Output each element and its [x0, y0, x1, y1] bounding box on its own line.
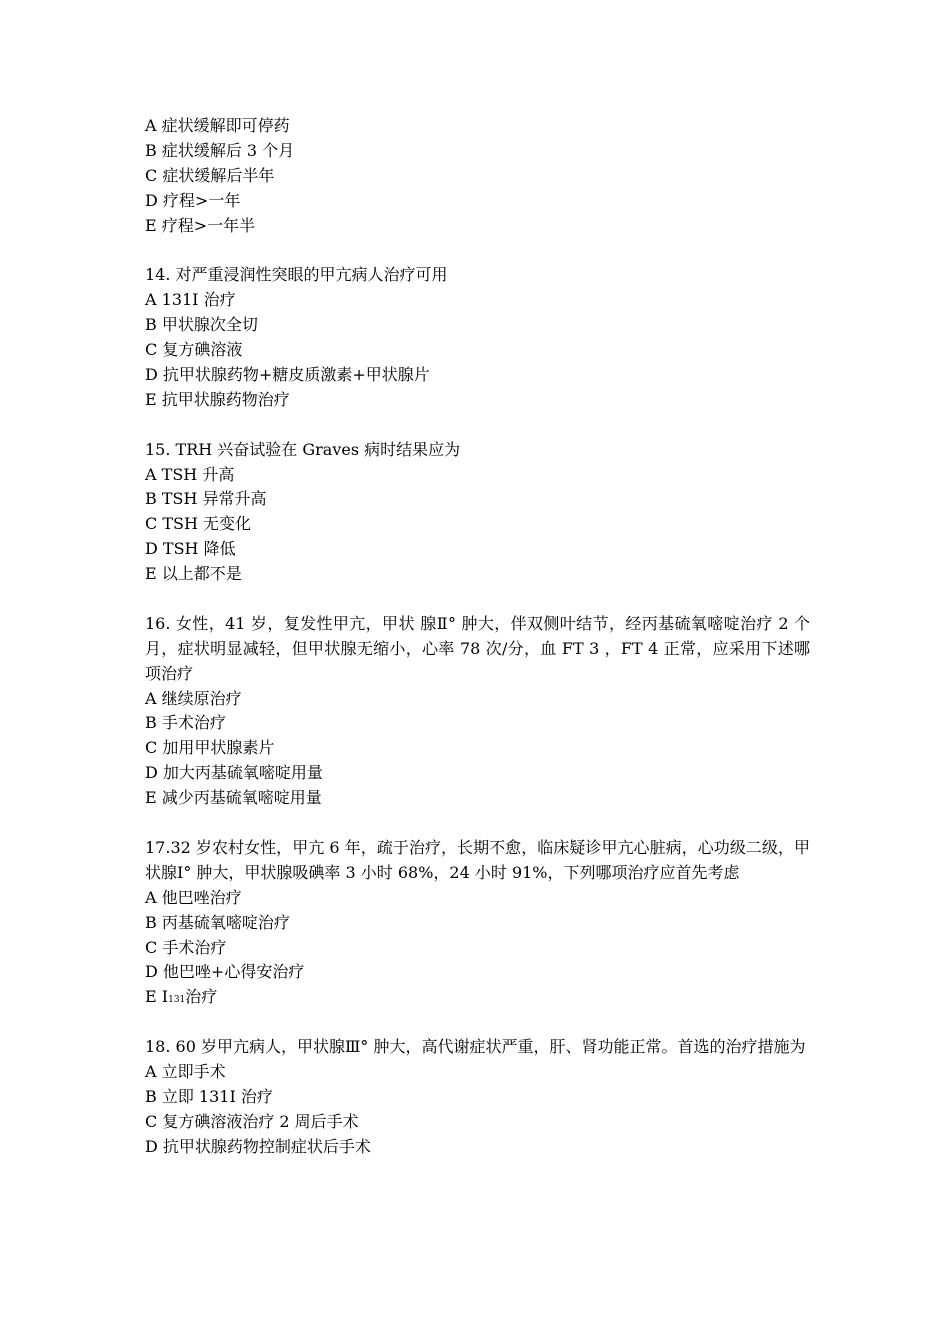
option-b: B 甲状腺次全切	[145, 315, 258, 335]
option-d: D 疗程>一年	[145, 190, 241, 210]
option-a: A 症状缓解即可停药	[145, 116, 290, 135]
option-c: C 复方碘溶液	[145, 340, 243, 360]
question-stem: 16. 女性，41 岁，复发性甲亢，甲状 腺Ⅱ° 肿大，伴双侧叶结节，经丙基硫氧嘧啶治疗 2 个月，症状明显减轻，但甲状腺无缩小，心率 78 次/分，血 FT 3 ，FT 4 正常，应采用下述哪项治疗	[145, 613, 810, 683]
option-c: C 手术治疗	[145, 937, 227, 957]
option-e-suffix: 治疗	[185, 987, 218, 1007]
question-18	[145, 1035, 810, 1159]
option-d: D 抗甲状腺药物控制症状后手术	[145, 1136, 371, 1156]
option-a: A TSH 升高	[145, 464, 235, 484]
option-a: A 立即手术	[145, 1061, 226, 1081]
option-b: B TSH 异常升高	[145, 489, 267, 509]
question-stem: 15. TRH 兴奋试验在 Graves 病时结果应为	[145, 439, 461, 459]
option-e	[145, 985, 810, 1010]
document-page	[145, 114, 810, 1160]
option-a: A 131I 治疗	[145, 290, 236, 310]
question-17	[145, 836, 810, 1010]
option-e: E 以上都不是	[145, 564, 242, 584]
option-e-subscript: 131	[168, 995, 186, 1006]
option-d: D 他巴唑+心得安治疗	[145, 962, 305, 982]
option-c: C TSH 无变化	[145, 514, 252, 534]
option-a: A 继续原治疗	[145, 688, 242, 708]
option-d: D 抗甲状腺药物+糖皮质激素+甲状腺片	[145, 364, 430, 384]
option-c: C 症状缓解后半年	[145, 165, 275, 185]
option-e-prefix: E I	[145, 987, 169, 1007]
question-13-options	[145, 114, 810, 238]
option-b: B 立即 131I 治疗	[145, 1086, 273, 1106]
option-b: B 手术治疗	[145, 713, 226, 733]
option-c: C 复方碘溶液治疗 2 周后手术	[145, 1111, 359, 1131]
question-16	[145, 612, 810, 811]
option-b: B 症状缓解后 3 个月	[145, 140, 295, 160]
option-e: E 疗程>一年半	[145, 215, 256, 235]
question-stem: 14. 对严重浸润性突眼的甲亢病人治疗可用	[145, 265, 448, 285]
option-d: D TSH 降低	[145, 539, 236, 559]
question-stem: 17.32 岁农村女性，甲亢 6 年，疏于治疗，长期不愈，临床疑诊甲亢心脏病，心功级二级，甲状腺Ⅰ° 肿大，甲状腺吸碘率 3 小时 68%，24 小时 91%，下列哪项治疗应首先考虑	[145, 837, 810, 882]
question-14	[145, 263, 810, 412]
question-stem: 18. 60 岁甲亢病人，甲状腺Ⅲ° 肿大，高代谢症状严重，肝、肾功能正常。首选的治疗措施为	[145, 1037, 806, 1057]
option-a: A 他巴唑治疗	[145, 887, 242, 907]
question-15	[145, 438, 810, 587]
option-b: B 丙基硫氧嘧啶治疗	[145, 912, 290, 932]
option-e: E 减少丙基硫氧嘧啶用量	[145, 788, 322, 808]
option-e: E 抗甲状腺药物治疗	[145, 389, 290, 409]
option-c: C 加用甲状腺素片	[145, 738, 275, 758]
option-d: D 加大丙基硫氧嘧啶用量	[145, 763, 323, 783]
